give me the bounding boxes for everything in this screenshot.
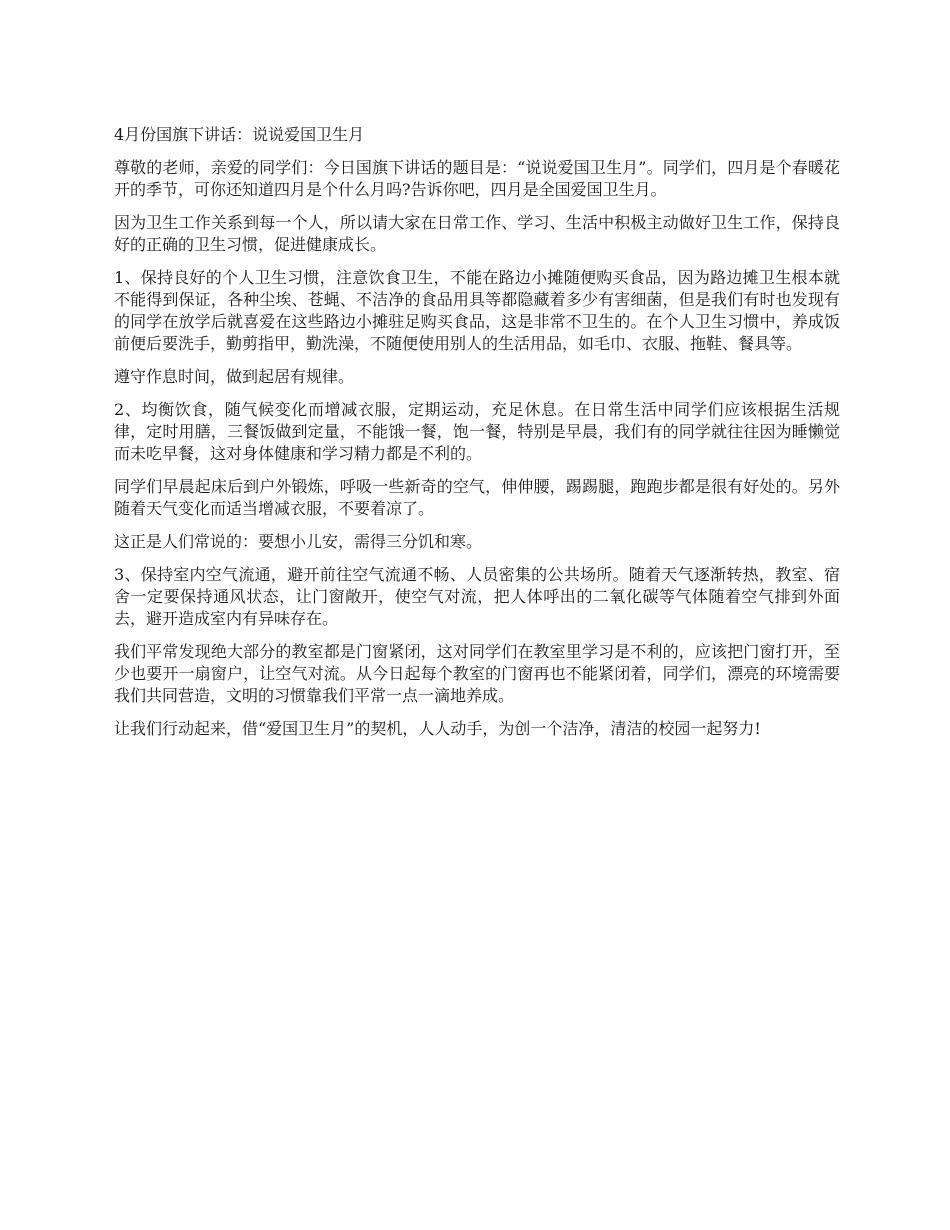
document-title: 4月份国旗下讲话：说说爱国卫生月 [114, 125, 365, 144]
document-page [114, 124, 840, 751]
paragraph-saying: 这正是人们常说的：要想小儿安，需得三分饥和寒。 [114, 532, 483, 551]
paragraph-point-3: 3、保持室内空气流通，避开前往空气流通不畅、人员密集的公共场所。随着天气逐渐转热，教室、宿舍一定要保持通风状态，让门窗敞开，使空气对流，把人体呼出的二氧化碳等气体随着空气排到外面去，避开造成室内有异味存在。 [114, 565, 840, 628]
paragraph-exercise: 同学们早晨起床后到户外锻炼，呼吸一些新奇的空气，伸伸腰，踢踢腿，跑跑步都是很有好处的。另外随着天气变化而适当增减衣服，不要着凉了。 [114, 477, 840, 518]
paragraph-closing: 让我们行动起来，借“爱国卫生月”的契机，人人动手，为创一个洁净，清洁的校园一起努力! [114, 719, 761, 738]
paragraph-schedule: 遵守作息时间，做到起居有规律。 [114, 367, 355, 386]
paragraph-classroom: 我们平常发现绝大部分的教室都是门窗紧闭，这对同学们在教室里学习是不利的，应该把门窗打开，至少也要开一扇窗户，让空气对流。从今日起每个教室的门窗再也不能紧闭着，同学们，漂亮的环境需要我们共同营造，文明的习惯靠我们平常一点一滴地养成。 [114, 642, 840, 705]
paragraph-point-2: 2、均衡饮食，随气候变化而增减衣服，定期运动，充足休息。在日常生活中同学们应该根据生活规律，定时用膳，三餐饭做到定量，不能饿一餐，饱一餐，特别是早晨，我们有的同学就往往因为睡懒觉而未吃早餐，这对身体健康和学习精力都是不利的。 [114, 400, 840, 463]
paragraph-intro: 因为卫生工作关系到每一个人，所以请大家在日常工作、学习、生活中积极主动做好卫生工作，保持良好的正确的卫生习惯，促进健康成长。 [114, 213, 840, 254]
paragraph-point-1: 1、保持良好的个人卫生习惯，注意饮食卫生，不能在路边小摊随便购买食品，因为路边摊卫生根本就不能得到保证，各种尘埃、苍蝇、不洁净的食品用具等都隐藏着多少有害细菌，但是我们有时也发现有的同学在放学后就喜爱在这些路边小摊驻足购买食品，这是非常不卫生的。在个人卫生习惯中，养成饭前便后要洗手，勤剪指甲，勤洗澡，不随便使用别人的生活用品，如毛巾、衣服、拖鞋、餐具等。 [114, 268, 840, 353]
paragraph-greeting: 尊敬的老师，亲爱的同学们：今日国旗下讲话的题目是：“说说爱国卫生月”。同学们，四月是个春暖花开的季节，可你还知道四月是个什么月吗?告诉你吧，四月是全国爱国卫生月。 [114, 158, 840, 199]
